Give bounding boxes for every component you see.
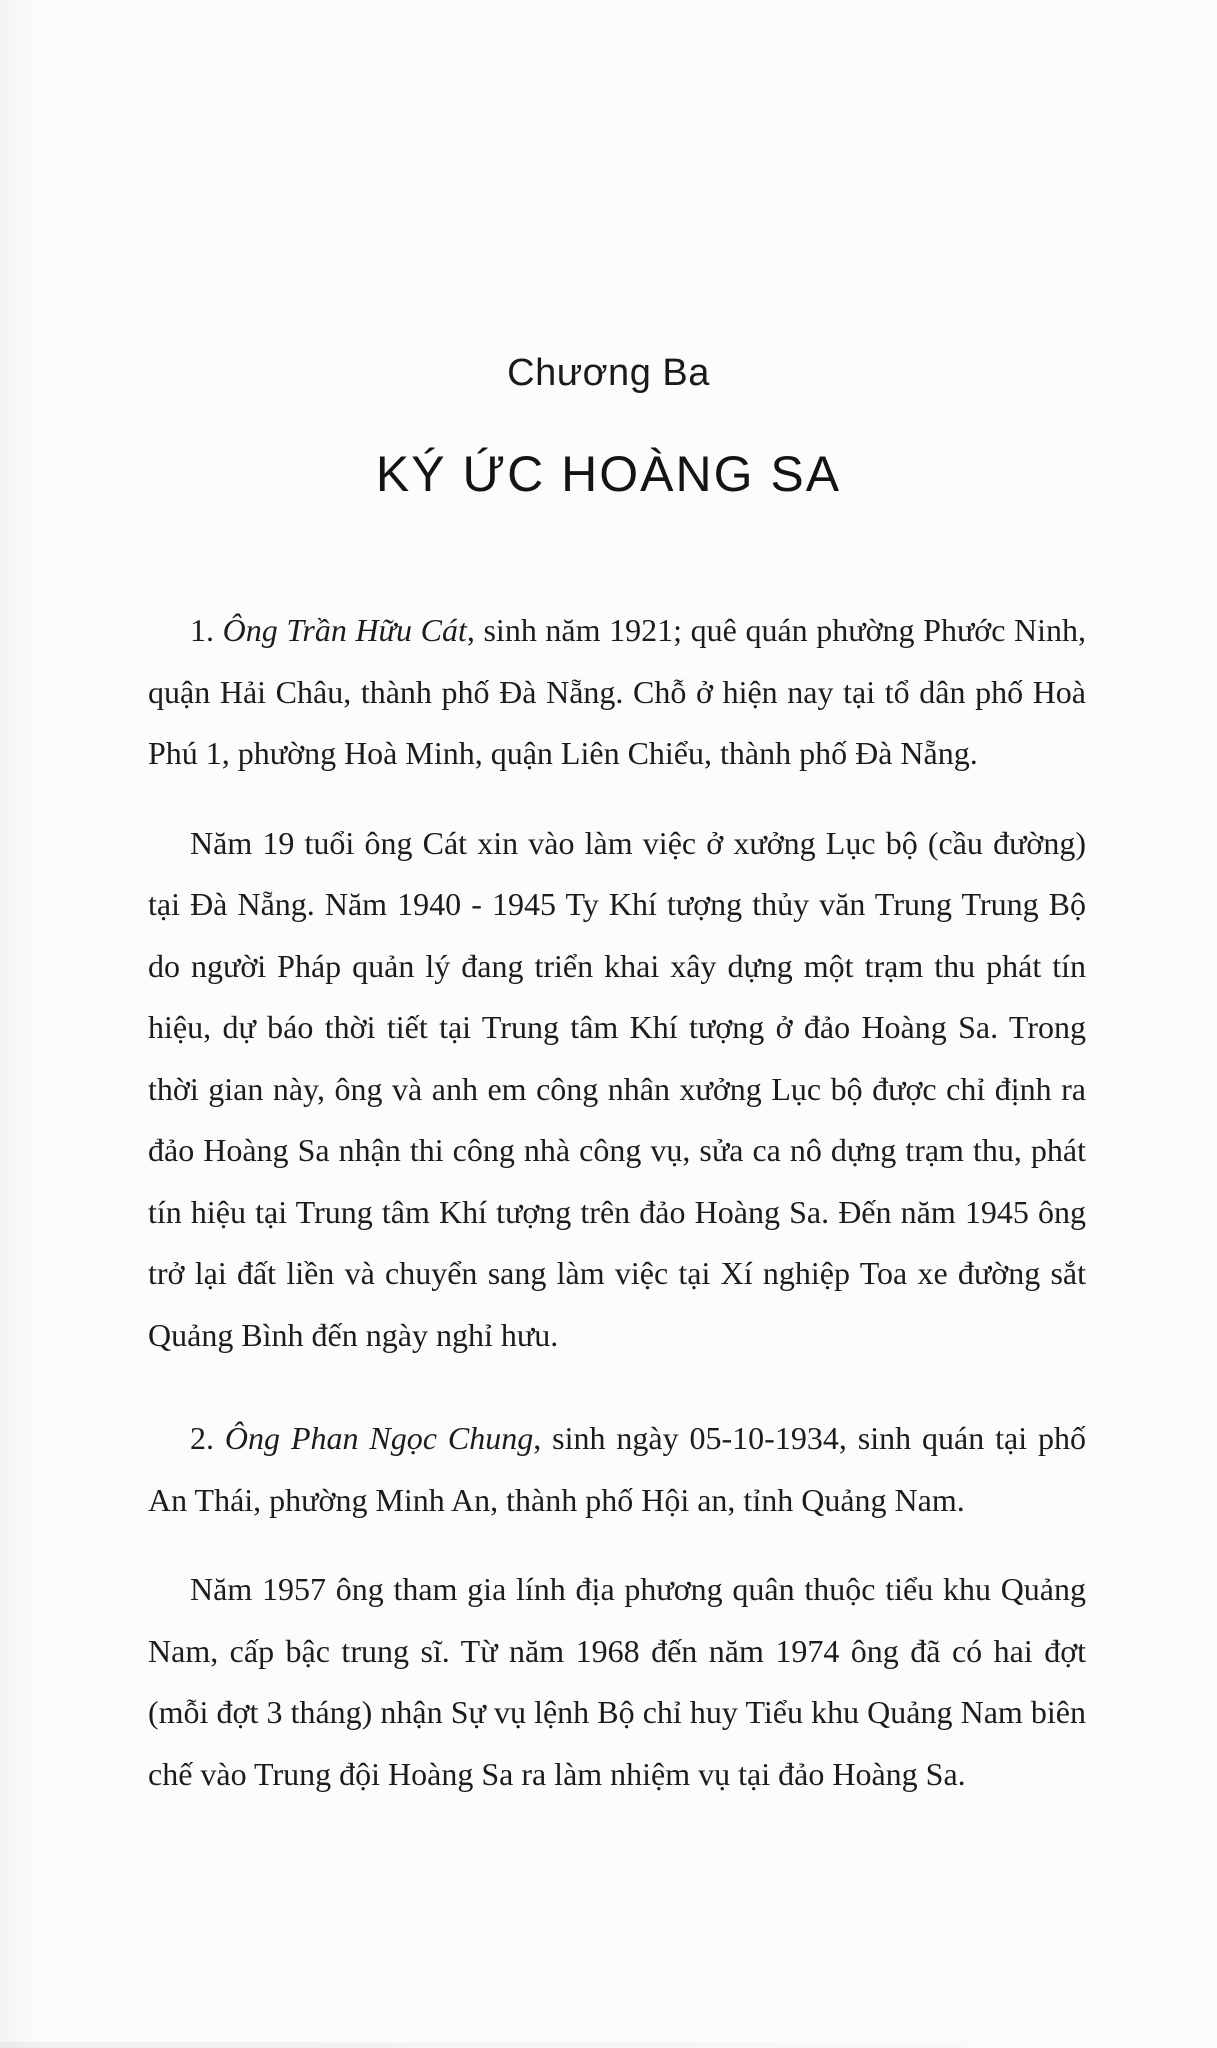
entry-2-name: Ông Phan Ngọc Chung — [224, 1420, 534, 1456]
entry-1-story: Năm 19 tuổi ông Cát xin vào làm việc ở xưởng Lục bộ (cầu đường) tại Đà Nẵng. Năm 1940 - 1945 Ty Khí tượng thủy văn Trung Trung Bộ do người Pháp quản lý đang triển khai xây dựng một trạm thu phát tín hiệu, dự báo thời tiết tại Trung tâm Khí tượng ở đảo Hoàng Sa. Trong thời gian này, ông và anh em công nhân xưởng Lục bộ được chỉ định ra đảo Hoàng Sa nhận thi công nhà công vụ, sửa ca nô dựng trạm thu, phát tín hiệu tại Trung tâm Khí tượng trên đảo Hoàng Sa. Đến năm 1945 ông trở lại đất liền và chuyển sang làm việc tại Xí nghiệp Toa xe đường sắt Quảng Bình đến ngày nghỉ hưu. — [148, 824, 1086, 1353]
entry-2-number: 2. — [190, 1420, 214, 1456]
entry-1-bio — [148, 600, 1086, 785]
chapter-label: Chương Ba — [507, 352, 710, 394]
page-bottom-edge — [0, 2042, 1217, 2048]
entry-2-bio-text: , sinh ngày 05-10-1934, sinh quán tại phố An Thái, phường Minh An, thành phố Hội an, tỉnh Quảng Nam. — [148, 1420, 1087, 1518]
entry-1-bio-text: , sinh năm 1921; quê quán phường Phước Ninh, quận Hải Châu, thành phố Đà Nẵng. Chỗ ở hiện nay tại tổ dân phố Hoà Phú 1, phường Hoà Minh, quận Liên Chiểu, thành phố Đà Nẵng. — [148, 612, 1087, 771]
entry-1-number: 1. — [190, 612, 214, 648]
body-text — [148, 600, 1086, 1805]
chapter-title: KÝ ỨC HOÀNG SA — [375, 446, 842, 502]
entry-1-name: Ông Trần Hữu Cát — [222, 612, 467, 648]
entry-2-story: Năm 1957 ông tham gia lính địa phương quân thuộc tiểu khu Quảng Nam, cấp bậc trung sĩ. Từ năm 1968 đến năm 1974 ông đã có hai đợt (mỗi đợt 3 tháng) nhận Sự vụ lệnh Bộ chỉ huy Tiểu khu Quảng Nam biên chế vào Trung đội Hoàng Sa ra làm nhiệm vụ tại đảo Hoàng Sa. — [148, 1571, 1086, 1792]
entry-2-bio — [148, 1408, 1086, 1531]
